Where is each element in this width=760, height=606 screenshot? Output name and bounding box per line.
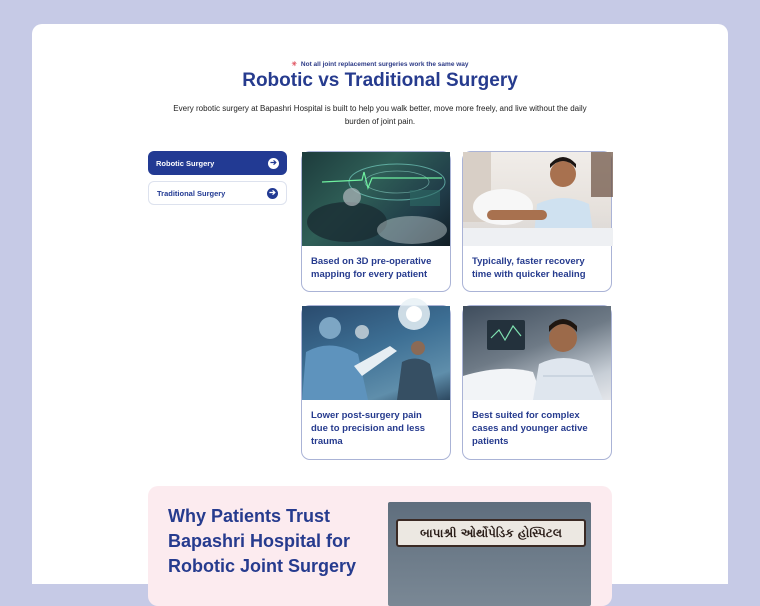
card-text: Based on 3D pre-operative mapping for every patient	[311, 256, 432, 280]
eyebrow-text: Not all joint replacement surgeries work the same way	[300, 61, 469, 68]
card-text: Typically, faster recovery time with quicker healing	[472, 256, 586, 280]
patient-smiling-image	[463, 152, 611, 246]
surgeon-illustration	[302, 306, 452, 400]
surgeon-image	[302, 306, 450, 400]
arrow-right-icon: ➔	[267, 188, 278, 199]
arrow-right-icon: ➔	[268, 158, 279, 169]
benefit-card	[462, 305, 612, 460]
hospital-sign	[396, 519, 586, 547]
young-patient-illustration	[463, 306, 613, 400]
benefit-card	[301, 305, 451, 460]
trust-section	[148, 486, 612, 606]
hologram-illustration	[302, 152, 452, 246]
tab-robotic-surgery[interactable]	[148, 151, 287, 175]
benefit-card	[462, 151, 612, 292]
page-title: Robotic vs Traditional Surgery	[242, 70, 518, 91]
hospital-building-image	[388, 502, 591, 606]
eyebrow	[32, 60, 728, 68]
tab-label: Traditional Surgery	[157, 188, 226, 198]
page	[32, 24, 728, 584]
star-icon: ✳	[291, 61, 297, 68]
benefit-card	[301, 151, 451, 292]
card-text: Lower post-surgery pain due to precision and less trauma	[311, 410, 426, 447]
robotic-surgery-image	[302, 152, 450, 246]
card-text: Best suited for complex cases and younger active patients	[472, 410, 588, 447]
young-patient-image	[463, 306, 611, 400]
page-subtitle: Every robotic surgery at Bapashri Hospital is built to help you walk better, move more freely, and live without the daily burden of joint pain.	[173, 104, 587, 126]
tab-label: Robotic Surgery	[156, 158, 215, 168]
trust-title: Why Patients Trust Bapashri Hospital for Robotic Joint Surgery	[168, 506, 357, 576]
tab-traditional-surgery[interactable]	[148, 181, 287, 205]
hospital-sign-text: બાપાશ્રી ઓર્થોપેડિક હોસ્પિટલ	[420, 525, 562, 540]
patient-illustration	[463, 152, 613, 246]
